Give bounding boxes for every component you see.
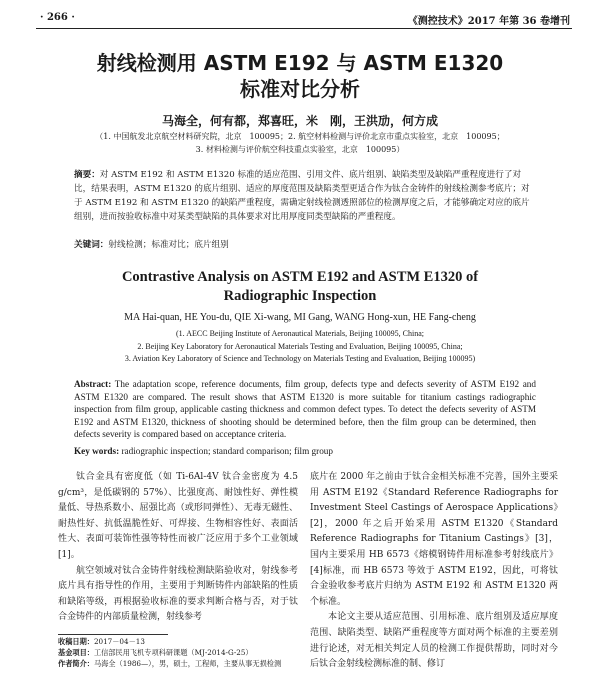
english-keywords <box>74 446 536 456</box>
journal-header: 《测控技术》2017 年第 36 卷增刊 <box>407 16 570 27</box>
header-rule <box>36 28 572 29</box>
chinese-affiliations <box>40 130 560 156</box>
chinese-title-line-1: 射线检测用 ASTM E192 与 ASTM E1320 <box>96 51 504 75</box>
body-right-column <box>310 470 558 673</box>
english-affiliation-line-1: (1. AECC Beijing Institute of Aeronautical Materials, Beijing 100095, China; <box>176 329 424 338</box>
chinese-authors: 马海全，何有都，郑喜旺，米 刚，王洪劢，何方成 <box>161 114 438 128</box>
footnote-rule <box>58 634 168 635</box>
footnote-received <box>58 637 303 648</box>
english-keywords-text: radiographic inspection; standard comparison; film group <box>121 446 333 456</box>
footnote-fund <box>58 648 303 659</box>
chinese-title-line-2: 标准对比分析 <box>240 77 360 101</box>
chinese-abstract-text: 对 ASTM E192 和 ASTM E1320 标准的适应范围、引用文件、底片组别、缺陷类型及缺陷严重程度进行了对比，结果表明，ASTM E1320 的底片组别、适应的厚度范围及缺陷类型更适合作为钛合金铸件的射线检测参考底片；对于 ASTM E192 和 ASTM E1320 的缺陷严重程度，需确定射线检测透照部位的检测厚度之后，才能够确定对应的底片组别，进而按验收标准中对某类型缺陷的具体要求对比用厚度同类型缺陷的严重程度。 <box>74 170 530 222</box>
english-abstract <box>74 378 536 441</box>
english-authors: MA Hai-quan, HE You-du, QIE Xi-wang, MI Gang, WANG Hong-xun, HE Fang-cheng <box>124 312 476 323</box>
body-paragraph: 航空领域对钛合金铸件射线检测缺陷验收对，射线参考底片具有指导性的作用，主要用于判断铸件内部缺陷的性质和缺陷等级，再根据验收标准的要求判断合格与否，对于钛合金铸件的内部质量检测，射线参考 <box>58 565 298 623</box>
body-left-column <box>58 470 298 626</box>
chinese-affiliation-line-2: 3. 材料检测与评价航空科技重点实验室，北京 100095） <box>195 145 405 154</box>
chinese-title <box>0 50 600 102</box>
english-affiliation-line-2: 2. Beijing Key Laboratory for Aeronautical Materials Testing and Evaluation, Beijing 100095, China; <box>137 341 463 351</box>
page-number: · 266 · <box>40 12 75 23</box>
body-paragraph: 底片在 2000 年之前由于钛合金相关标准不完善，国外主要采用 ASTM E192《Standard Reference Radiographs for Investment Steel Castings of Aerospace Applications》[2]，2000 年之后开始采用 ASTM E1320《Standard Reference Radiographs for Titanium Castings》[3]，国内主要采用 HB 6573《熔模钢铸件用标准参考射线底片》[4]标准，而 HB 6573 等效于 ASTM E192，因此，可将钛合金验收参考底片归纳为 ASTM E192 和 ASTM E1320 两个标准。 <box>310 472 558 607</box>
footnote-received-date: 2017－04－13 <box>93 637 145 646</box>
english-abstract-label: Abstract: <box>74 379 112 389</box>
chinese-keywords-text: 射线检测；标准对比；底片组别 <box>108 240 229 250</box>
footnote-author-text: 马海全（1986—），男，硕士，工程师，主要从事无损检测 <box>93 659 282 668</box>
footnote-fund-text: 工信部民用飞机专项科研课题（MJ-2014-G-25） <box>93 648 253 657</box>
english-title-line-1: Contrastive Analysis on ASTM E192 and ASTM E1320 of <box>121 269 479 285</box>
footnote-fund-label: 基金项目： <box>58 648 94 657</box>
footnote-author-label: 作者简介： <box>58 659 94 668</box>
english-title <box>0 268 600 306</box>
body-paragraph: 本论文主要从适应范围、引用标准、底片组别及适应厚度范围、缺陷类型、缺陷严重程度等方面对两个标准的主要差别进行论述，对无相关判定人员的检测工作提供帮助，同时对今后钛合金射线检测标准的制、修订 <box>310 612 558 670</box>
chinese-abstract-label: 摘要： <box>74 170 100 180</box>
english-affiliations <box>40 328 560 366</box>
chinese-affiliation-line-1: （1. 中国航发北京航空材料研究院，北京 100095；2. 航空材料检测与评价北京市重点实验室，北京 100095； <box>95 132 505 141</box>
chinese-keywords-label: 关键词： <box>74 240 109 250</box>
english-affiliation-line-3: 3. Aviation Key Laboratory of Science and Technology on Materials Testing and Evaluation, Beijing 100095) <box>124 354 476 363</box>
english-abstract-text: The adaptation scope, reference documents, film group, defects type and defects severity of ASTM E192 and ASTM E1320 are compared. The result shows that ASTM E1320 is more suitable for titanium castings radiographic inspection from film group, applicable casting thickness and common defect types. To detect the defects severity of ASTM E192 and ASTM E1320, thickness of shooting should be determined before, then the film group can be determined, then defects severity is compared based on acceptance criteria. <box>74 379 536 440</box>
body-paragraph: 钛合金具有密度低（如 Ti-6Al-4V 钛合金密度为 4.5 g/cm³，是低碳钢的 57%）、比强度高、耐蚀性好、弹性模量低、导热系数小、屈强比高（或形同弹性）、无毒无磁性、耐热性好、抗低温脆性好、可焊接、生物相容性好、表面活性大、表面可装饰性强等特性而被广泛应用于多个工业领域[1]。 <box>58 472 298 560</box>
english-keywords-label: Key words: <box>74 446 120 456</box>
chinese-abstract <box>74 168 536 224</box>
footnote-received-label: 收稿日期： <box>58 637 94 646</box>
english-title-line-2: Radiographic Inspection <box>223 288 377 304</box>
chinese-keywords <box>74 238 536 250</box>
footnote-author <box>58 659 303 670</box>
